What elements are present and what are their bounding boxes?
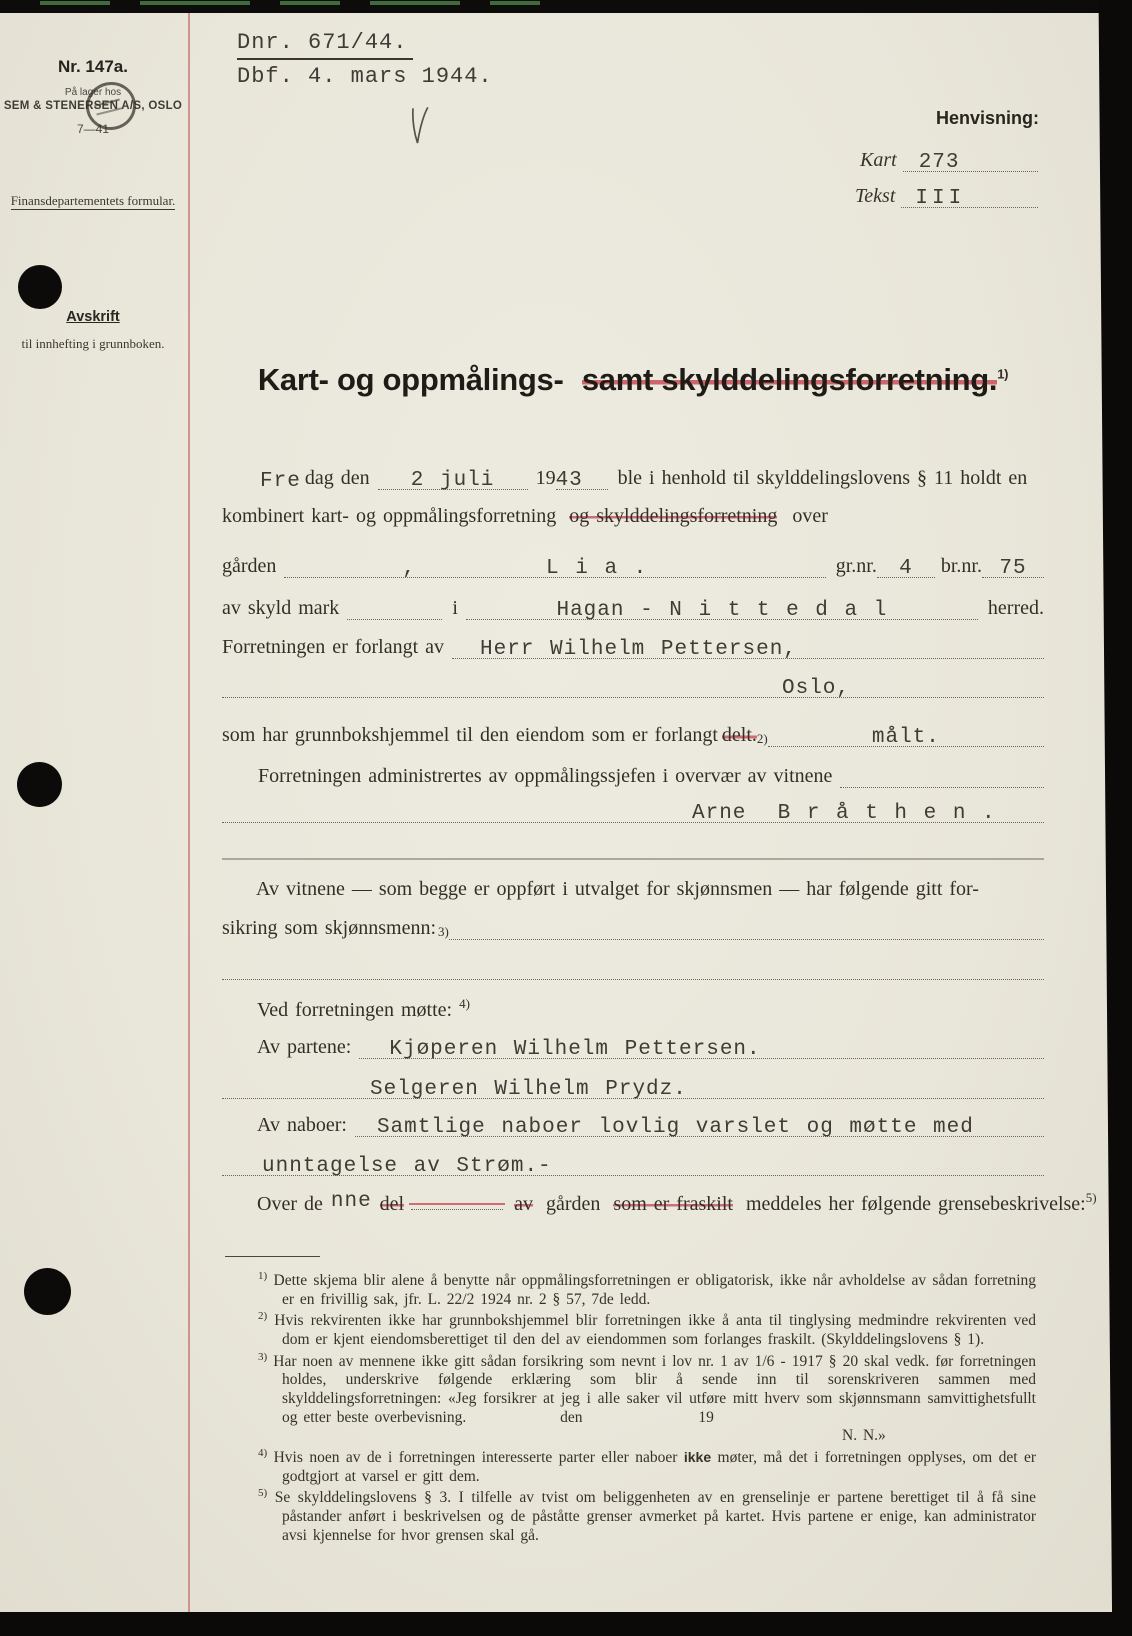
- footnote-2-marker: 2): [258, 1310, 268, 1323]
- footnote-rule: [225, 1256, 320, 1257]
- typed-seller: Selgeren Wilhelm Prydz.: [370, 1078, 687, 1101]
- journal-number: Dnr. 671/44.: [237, 30, 413, 60]
- scan-artifact: [490, 1, 540, 5]
- skyld-i-label: i: [452, 597, 458, 619]
- scan-artifact: [40, 1, 110, 5]
- forlangt-label: Forretningen er forlangt av: [222, 636, 445, 658]
- hjemmel-text: som har grunnbokshjemmel til den eiendom som er forlangt: [222, 724, 718, 746]
- hjemmel-footnote-ref: 2): [756, 731, 768, 746]
- struck-av: av: [514, 1192, 533, 1215]
- garden-label: gården: [222, 555, 277, 577]
- form-number: Nr. 147a.: [58, 57, 128, 76]
- formular-caption: Finansdepartementets formular.: [10, 193, 176, 208]
- printed-year-prefix: 19: [535, 467, 556, 489]
- kart-reference-line: [860, 146, 1038, 172]
- title-struck-part: samt skylddelingsforretning.: [581, 362, 998, 397]
- typed-district: Hagan - N i t t e d a l: [556, 599, 888, 622]
- avskrift-subtitle: til innhefting i grunnboken.: [21, 336, 165, 351]
- footnote-3-marker: 3): [258, 1350, 268, 1363]
- footnote-5-text: Se skylddelingslovens § 3. I tilfelle av tvist om beliggenheten av en grenselinje er partene berettiget til å få sine påstander anført i beskrivelsen og de påståtte grenser avmerket på kartet. Hvis partene er enige, kan administrator avsi kjennelse for hvor grensen skal gå.: [274, 1489, 1037, 1544]
- footnote-4: [258, 1447, 1036, 1486]
- line-naboer-2: [222, 1148, 1044, 1176]
- herred-label: herred.: [987, 597, 1044, 619]
- footnote-1-text: Dette skjema blir alene å benytte når oppmålingsforretningen er obligatorisk, ikke når avholdelse av sådan forretning er en frivillig sak, jfr. L. 22/2 1924 nr. 2 § 57, 7de ledd.: [273, 1272, 1037, 1308]
- line-garden: [222, 550, 1044, 578]
- typed-witness-name: Arne B r å t h e n .: [692, 802, 996, 825]
- margin-red-rule: [188, 13, 190, 1612]
- footnote-4-text-b: møter, må det i forretningen opplyses, om det er godtgjort at varsel er gitt dem.: [282, 1448, 1037, 1485]
- punch-hole: [24, 1268, 71, 1315]
- line-requester-city: [222, 670, 1044, 698]
- line-partene-1: [222, 1031, 1044, 1059]
- footnote-5-marker: 5): [258, 1487, 268, 1500]
- footnote-3-year: 19: [698, 1408, 714, 1426]
- printer-line2: SEM & STENERSEN A/S, OSLO: [3, 100, 183, 112]
- typed-insert-nne: nne: [330, 1189, 372, 1213]
- printed-dag-den: dag den: [304, 467, 370, 489]
- struck-dotted-gap: [411, 1195, 503, 1210]
- mote-footnote-ref: 4): [459, 996, 470, 1011]
- typed-date: 2 juli: [410, 469, 495, 492]
- vitner-text-2: sikring som skjønnsmenn:: [222, 917, 437, 939]
- line-intro-2: [222, 505, 1044, 528]
- vitner-footnote-ref: 3): [438, 924, 449, 939]
- tekst-value: III: [915, 187, 966, 210]
- footnote-1-marker: 1): [258, 1270, 268, 1282]
- mote-label: Ved forretningen møtte:: [257, 998, 453, 1021]
- printer-code: 7—41: [76, 122, 110, 136]
- scan-artifact: [140, 1, 250, 5]
- blank-dotted-line: [222, 952, 1044, 980]
- typed-stray-comma: ,: [402, 557, 417, 580]
- admin-text: Forretningen administrertes av oppmålingssjefen i overvær av vitnene: [258, 765, 833, 787]
- struck-delt: delt.: [721, 724, 757, 746]
- title-kept-part: Kart- og oppmålings-: [257, 362, 564, 397]
- over-text-b: gården: [546, 1192, 601, 1215]
- footnote-4-marker: 4): [258, 1446, 268, 1459]
- form-title: [222, 362, 1044, 398]
- scan-artifact: [370, 1, 460, 5]
- line-witness: [222, 795, 1044, 823]
- line-vitner-1: [222, 878, 1044, 901]
- kart-value: 273: [918, 151, 960, 174]
- over-text-a: Over de: [257, 1192, 323, 1215]
- naboer-label: Av naboer:: [257, 1114, 347, 1136]
- punch-hole: [18, 265, 62, 309]
- line-partene-2: [222, 1071, 1044, 1099]
- typed-requester: Herr Wilhelm Pettersen,: [480, 638, 797, 661]
- footnote-1: [258, 1270, 1036, 1309]
- printed-over: over: [792, 505, 828, 527]
- printer-line1: På lager hos: [64, 87, 122, 98]
- footnote-4-text-a: Hvis noen av de i forretningen interesserte parter eller naboer: [273, 1448, 678, 1466]
- punch-hole: [17, 762, 62, 807]
- henvisning-heading: Henvisning:: [936, 108, 1040, 128]
- line-mote: [222, 996, 1044, 1022]
- footnote-3: [258, 1351, 1036, 1446]
- printed-intro-rest: ble i henhold til skylddelingslovens § 11 holdt en: [617, 467, 1028, 489]
- tekst-label: Tekst: [855, 185, 896, 207]
- footnotes-block: [258, 1270, 1036, 1546]
- vitner-text-1: Av vitnene — som begge er oppført i utvalget for skjønnsmen — har følgende gitt for-: [256, 878, 979, 900]
- avskrift-heading: Avskrift: [66, 309, 120, 325]
- line-forlangt: [222, 631, 1044, 659]
- struck-og-skylddeling: og skylddelingsforretning: [569, 505, 778, 527]
- partene-label: Av partene:: [257, 1036, 352, 1058]
- typed-year: 43: [555, 469, 583, 492]
- over-footnote-ref: 5): [1085, 1190, 1097, 1205]
- dagbok-date: Dbf. 4. mars 1944.: [237, 64, 493, 89]
- typed-brnr: 75: [999, 557, 1027, 580]
- footnote-3-text: Har noen av mennene ikke gitt sådan forsikring som nevnt i lov nr. 1 av 1/6 - 1917 § 20 skal vedk. før forretningen holdes, underskrive følgende erklæring som blir å sende inn til sorenskriveren sammen med skylddelingsforretningen: «Jeg forsikrer at jeg i alle saker vil utføre mitt hverv som skjønnsmann samvittighetsfullt og etter beste overbevisning.: [273, 1352, 1037, 1426]
- skyld-label: av skyld mark: [222, 597, 340, 619]
- line-hjemmel: [222, 719, 1044, 747]
- line-skyld: [222, 592, 1044, 620]
- section-divider: [222, 858, 1044, 860]
- footnote-4-bold-ikke: ikke: [683, 1448, 712, 1465]
- handwritten-checkmark-icon: [408, 106, 430, 151]
- typed-neighbours-2: unntagelse av Strøm.-: [262, 1155, 552, 1178]
- footnote-2-text: Hvis rekvirenten ikke har grunnbokshjemmel blir forretningen ikke å anta til tinglysing medmindre rekvirenten ved dom er kjent eiendomsberettiget til den del av eiendommen som forlanges fraskilt. (Skylddelingslovens § 1).: [274, 1312, 1036, 1349]
- typed-grnr: 4: [899, 557, 913, 580]
- printed-kombinert: kombinert kart- og oppmålingsforretning: [222, 505, 557, 527]
- footnote-3-signature: N. N.»: [842, 1427, 886, 1445]
- scan-artifact: [280, 1, 340, 5]
- typed-buyer: Kjøperen Wilhelm Pettersen.: [389, 1038, 761, 1061]
- grnr-label: gr.nr.: [835, 555, 877, 577]
- typed-city: Oslo,: [782, 677, 851, 700]
- struck-del: del: [379, 1192, 405, 1215]
- line-over: [222, 1189, 1097, 1217]
- kart-label: Kart: [860, 149, 897, 171]
- typed-malt: målt.: [871, 726, 940, 749]
- scan-edge-bottom: [0, 1612, 1132, 1636]
- typed-weekday: Fre: [260, 470, 301, 493]
- line-vitner-2: [222, 912, 1044, 940]
- footnote-3-den: den: [560, 1408, 583, 1426]
- line-naboer-1: [222, 1109, 1044, 1137]
- typed-farm-name: L i a .: [546, 557, 648, 580]
- struck-som-er-fraskilt: som er fraskilt: [613, 1192, 733, 1215]
- line-admin: [222, 760, 1044, 788]
- title-footnote-ref: 1): [997, 366, 1009, 382]
- footnote-5: [258, 1487, 1036, 1545]
- typed-neighbours-1: Samtlige naboer lovlig varslet og møtte med: [376, 1116, 974, 1139]
- scan-edge-right: [1094, 0, 1132, 1636]
- tekst-reference-line: [855, 182, 1038, 208]
- line-intro-1: [222, 462, 1044, 493]
- footnote-2: [258, 1310, 1036, 1349]
- over-text-c: meddeles her følgende grensebeskrivelse:: [745, 1192, 1086, 1215]
- brnr-label: br.nr.: [940, 555, 982, 577]
